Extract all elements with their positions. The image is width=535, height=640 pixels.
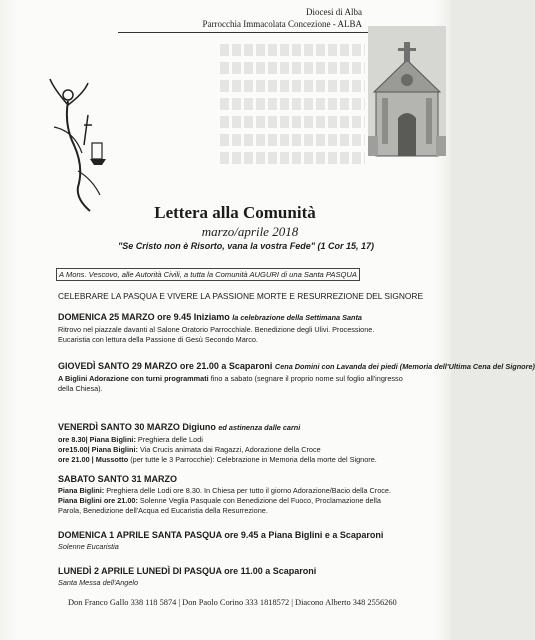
event-line: Santa Messa dell'Angelo — [58, 578, 139, 587]
event-heading: DOMENICA 25 MARZO ore 9.45 Iniziamo — [58, 312, 230, 322]
event-line: Solenne Veglia Pasquale con Benedizione del Fuoco, Proclamazione della Parola, Benedizione dell'Acqua ed Eucaristia della Resurrezione. — [58, 496, 381, 515]
event-line: Preghiera delle Lodi — [137, 435, 203, 444]
diocese-name: Diocesi di Alba — [306, 7, 362, 17]
event-heading: LUNEDÌ 2 APRILE LUNEDÌ DI PASQUA ore 11.00 a Scaparoni — [58, 566, 317, 576]
event-line-label: ore15.00| Piana Biglini: — [58, 445, 138, 454]
greeting-box: A Mons. Vescovo, alle Autorità Civili, a tutta la Comunità AUGURI di una Santa PASQUA — [56, 268, 360, 281]
event-holy-saturday — [58, 473, 403, 516]
event-line: (per tutte le 3 Parrocchie): Celebrazione in Memoria della morte del Signore. — [130, 455, 377, 464]
event-heading-note: la celebrazione della Settimana Santa — [232, 313, 362, 322]
event-palm-sunday — [58, 311, 403, 345]
celebrate-heading: CELEBRARE LA PASQUA E VIVERE LA PASSIONE MORTE E RESURREZIONE DEL SIGNORE — [58, 291, 424, 301]
church-photo — [368, 26, 446, 156]
event-heading-note: Cena Domini con Lavanda dei piedi (Memoria dell'Ultima Cena del Signore) — [274, 362, 535, 371]
event-easter-monday — [58, 565, 403, 588]
event-line-label: ore 8.30| Piana Biglini: — [58, 435, 136, 444]
page-subtitle: marzo/aprile 2018 — [201, 224, 299, 239]
page-title: Lettera alla Comunità — [154, 203, 316, 222]
contacts-footer: Don Franco Gallo 338 118 5874 | Don Paolo Corino 333 1818572 | Diacono Alberto 348 2556260 — [68, 598, 397, 607]
event-line: Solenne Eucaristia — [58, 542, 119, 551]
event-heading: VENERDÌ SANTO 30 MARZO Digiuno — [58, 422, 216, 432]
event-line-label: Piana Biglini: — [58, 486, 105, 495]
event-line: Via Crucis animata dai Ragazzi, Adorazione della Croce — [139, 445, 321, 454]
event-line-label: ore 21.00 | Mussotto — [58, 455, 129, 464]
event-line: Ritrovo nel piazzale davanti al Salone Oratorio Parrocchiale. Benedizione degli Ulivi. Processione. Eucaristia con lettura della Passione di Gesù Secondo Marco. — [58, 325, 375, 344]
event-heading: SABATO SANTO 31 MARZO — [58, 474, 178, 484]
event-heading-note: ed astinenza dalle carni — [218, 423, 301, 432]
header-rule — [118, 32, 368, 33]
bleed-through-text — [220, 38, 365, 168]
event-heading: DOMENICA 1 APRILE SANTA PASQUA ore 9.45 a Piana Biglini e a Scaparoni — [58, 530, 384, 540]
resurrection-logo — [44, 75, 124, 215]
event-line-label: A Biglini Adorazione con turni programmati — [58, 374, 209, 383]
event-line-label: Piana Biglini ore 21.00: — [58, 496, 138, 505]
event-line: Preghiera delle Lodi ore 8.30. In Chiesa per tutto il giorno Adorazione/Bacio della Croce. — [106, 486, 392, 495]
event-line: fino a sabato (segnare il proprio nome sul foglio all'ingresso della Chiesa). — [58, 374, 403, 393]
event-holy-thursday — [58, 360, 535, 394]
parish-name: Parrocchia Immacolata Concezione - ALBA — [202, 19, 362, 29]
bible-quote: "Se Cristo non è Risorto, vana la vostra Fede" (1 Cor 15, 17) — [117, 241, 375, 251]
event-good-friday — [58, 421, 403, 465]
event-easter-sunday — [58, 529, 403, 552]
event-heading: GIOVEDÌ SANTO 29 MARZO ore 21.00 a Scaparoni — [58, 361, 273, 371]
